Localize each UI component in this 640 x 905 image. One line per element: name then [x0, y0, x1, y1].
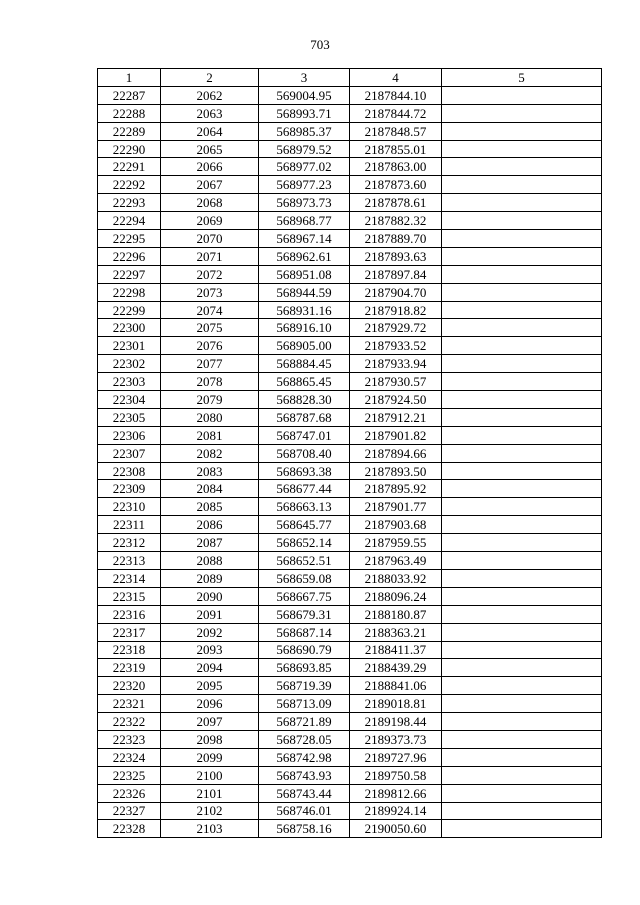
table-cell: 2188096.24 — [350, 587, 442, 605]
table-cell: 22298 — [98, 283, 161, 301]
table-row — [98, 534, 602, 552]
table-cell — [442, 391, 602, 409]
table-cell: 568916.10 — [259, 319, 350, 337]
table-cell: 22300 — [98, 319, 161, 337]
table-cell: 2188411.37 — [350, 641, 442, 659]
table-cell — [442, 569, 602, 587]
table-cell: 2187844.72 — [350, 104, 442, 122]
table-cell: 568967.14 — [259, 230, 350, 248]
table-cell: 22324 — [98, 748, 161, 766]
table-body — [98, 86, 602, 837]
table-cell: 2188841.06 — [350, 677, 442, 695]
table-cell: 2187844.10 — [350, 86, 442, 104]
table-row — [98, 212, 602, 230]
table-cell: 2072 — [161, 265, 259, 283]
table-row — [98, 802, 602, 820]
table-cell: 569004.95 — [259, 86, 350, 104]
table-cell: 2085 — [161, 498, 259, 516]
table-cell: 568962.61 — [259, 247, 350, 265]
table-cell — [442, 480, 602, 498]
table-cell: 2070 — [161, 230, 259, 248]
table-row — [98, 140, 602, 158]
table-cell: 2098 — [161, 730, 259, 748]
table-cell — [442, 247, 602, 265]
table-cell: 22295 — [98, 230, 161, 248]
table-row — [98, 480, 602, 498]
table-cell: 22313 — [98, 552, 161, 570]
table-cell: 2086 — [161, 516, 259, 534]
table-row — [98, 391, 602, 409]
coordinates-table — [97, 68, 602, 838]
table-cell: 2187904.70 — [350, 283, 442, 301]
table-cell — [442, 283, 602, 301]
table-cell — [442, 122, 602, 140]
table-cell: 22296 — [98, 247, 161, 265]
table-cell: 2187924.50 — [350, 391, 442, 409]
table-row — [98, 408, 602, 426]
table-cell — [442, 766, 602, 784]
table-cell: 22294 — [98, 212, 161, 230]
column-header: 4 — [350, 69, 442, 87]
table-cell: 2077 — [161, 355, 259, 373]
table-row — [98, 444, 602, 462]
table-cell — [442, 552, 602, 570]
table-cell: 2080 — [161, 408, 259, 426]
table-cell — [442, 659, 602, 677]
table-cell: 568828.30 — [259, 391, 350, 409]
table-row — [98, 337, 602, 355]
table-cell: 568677.44 — [259, 480, 350, 498]
table-cell: 568743.93 — [259, 766, 350, 784]
table-cell — [442, 104, 602, 122]
table-cell: 2096 — [161, 695, 259, 713]
table-cell: 22316 — [98, 605, 161, 623]
table-cell: 22302 — [98, 355, 161, 373]
table-row — [98, 176, 602, 194]
table-cell: 22299 — [98, 301, 161, 319]
table-cell: 2103 — [161, 820, 259, 838]
table-row — [98, 605, 602, 623]
table-cell: 2069 — [161, 212, 259, 230]
table-cell: 568663.13 — [259, 498, 350, 516]
table-cell: 2187918.82 — [350, 301, 442, 319]
table-cell: 2095 — [161, 677, 259, 695]
column-header: 2 — [161, 69, 259, 87]
table-cell: 2099 — [161, 748, 259, 766]
table-cell — [442, 462, 602, 480]
table-cell — [442, 498, 602, 516]
table-cell: 2097 — [161, 713, 259, 731]
table-cell: 2189198.44 — [350, 713, 442, 731]
table-cell: 2189750.58 — [350, 766, 442, 784]
table-cell: 22312 — [98, 534, 161, 552]
table-row — [98, 230, 602, 248]
table-cell: 568693.85 — [259, 659, 350, 677]
table-row — [98, 247, 602, 265]
table-cell: 22301 — [98, 337, 161, 355]
table-cell: 2187848.57 — [350, 122, 442, 140]
table-row — [98, 265, 602, 283]
table-cell: 2064 — [161, 122, 259, 140]
table-cell: 568728.05 — [259, 730, 350, 748]
table-cell — [442, 337, 602, 355]
table-cell: 22306 — [98, 426, 161, 444]
table-cell: 2187863.00 — [350, 158, 442, 176]
table-cell: 568708.40 — [259, 444, 350, 462]
table-cell: 568659.08 — [259, 569, 350, 587]
table-cell: 22290 — [98, 140, 161, 158]
table-cell: 22319 — [98, 659, 161, 677]
table-cell: 2091 — [161, 605, 259, 623]
table-row — [98, 194, 602, 212]
column-header: 5 — [442, 69, 602, 87]
table-cell: 568979.52 — [259, 140, 350, 158]
table-cell: 568905.00 — [259, 337, 350, 355]
table-cell: 22328 — [98, 820, 161, 838]
table-cell: 22327 — [98, 802, 161, 820]
table-cell: 22311 — [98, 516, 161, 534]
table-cell: 2187855.01 — [350, 140, 442, 158]
table-cell: 22305 — [98, 408, 161, 426]
table-cell: 2090 — [161, 587, 259, 605]
table-cell: 568865.45 — [259, 373, 350, 391]
table-cell: 568973.73 — [259, 194, 350, 212]
table-cell: 2187933.52 — [350, 337, 442, 355]
table-cell: 22320 — [98, 677, 161, 695]
table-cell: 568693.38 — [259, 462, 350, 480]
table-cell — [442, 820, 602, 838]
table-cell: 568713.09 — [259, 695, 350, 713]
table-row — [98, 86, 602, 104]
table-cell: 568652.14 — [259, 534, 350, 552]
table-cell: 2187889.70 — [350, 230, 442, 248]
table-cell: 2187878.61 — [350, 194, 442, 212]
table-cell: 2083 — [161, 462, 259, 480]
table-cell: 2188363.21 — [350, 623, 442, 641]
table-cell: 2084 — [161, 480, 259, 498]
table-cell: 22307 — [98, 444, 161, 462]
column-header: 1 — [98, 69, 161, 87]
table-cell: 22293 — [98, 194, 161, 212]
table-row — [98, 283, 602, 301]
table-cell: 568944.59 — [259, 283, 350, 301]
table-cell — [442, 373, 602, 391]
table-cell — [442, 516, 602, 534]
table-cell: 22308 — [98, 462, 161, 480]
table-cell: 2065 — [161, 140, 259, 158]
table-cell: 2101 — [161, 784, 259, 802]
table-cell: 2102 — [161, 802, 259, 820]
table-row — [98, 516, 602, 534]
table-row — [98, 355, 602, 373]
table-cell: 22297 — [98, 265, 161, 283]
table-cell: 2076 — [161, 337, 259, 355]
table-cell: 568645.77 — [259, 516, 350, 534]
table-row — [98, 784, 602, 802]
table-cell: 568977.23 — [259, 176, 350, 194]
table-cell — [442, 319, 602, 337]
table-cell — [442, 176, 602, 194]
table-cell: 22303 — [98, 373, 161, 391]
table-cell — [442, 641, 602, 659]
table-row — [98, 426, 602, 444]
table-cell: 568687.14 — [259, 623, 350, 641]
table-cell: 22287 — [98, 86, 161, 104]
table-cell — [442, 212, 602, 230]
table-cell — [442, 140, 602, 158]
table-row — [98, 158, 602, 176]
table-cell: 568993.71 — [259, 104, 350, 122]
table-cell: 2187895.92 — [350, 480, 442, 498]
table-cell: 22317 — [98, 623, 161, 641]
table-cell: 2189924.14 — [350, 802, 442, 820]
table-cell: 2187929.72 — [350, 319, 442, 337]
table-cell: 2074 — [161, 301, 259, 319]
table-cell: 2082 — [161, 444, 259, 462]
table-cell: 2188180.87 — [350, 605, 442, 623]
table-cell — [442, 623, 602, 641]
table-row — [98, 766, 602, 784]
table-cell: 22291 — [98, 158, 161, 176]
table-row — [98, 319, 602, 337]
table-cell — [442, 730, 602, 748]
table-cell: 2187959.55 — [350, 534, 442, 552]
table-cell: 568747.01 — [259, 426, 350, 444]
table-cell: 22309 — [98, 480, 161, 498]
table-header-row — [98, 69, 602, 87]
table-cell: 2188033.92 — [350, 569, 442, 587]
table-cell: 2187912.21 — [350, 408, 442, 426]
table-cell: 2187873.60 — [350, 176, 442, 194]
table-row — [98, 713, 602, 731]
column-header: 3 — [259, 69, 350, 87]
table-cell: 22325 — [98, 766, 161, 784]
table-cell: 22289 — [98, 122, 161, 140]
table-cell: 2087 — [161, 534, 259, 552]
table-cell — [442, 265, 602, 283]
table-cell — [442, 605, 602, 623]
table-cell: 2188439.29 — [350, 659, 442, 677]
table-cell: 2189727.96 — [350, 748, 442, 766]
table-cell: 2067 — [161, 176, 259, 194]
table-row — [98, 677, 602, 695]
table-cell: 2189018.81 — [350, 695, 442, 713]
table-cell: 568884.45 — [259, 355, 350, 373]
table-cell: 568787.68 — [259, 408, 350, 426]
table-row — [98, 820, 602, 838]
table-row — [98, 552, 602, 570]
table-cell — [442, 695, 602, 713]
table-cell: 2062 — [161, 86, 259, 104]
table-cell — [442, 426, 602, 444]
table-cell: 568951.08 — [259, 265, 350, 283]
table-cell: 22314 — [98, 569, 161, 587]
table-cell — [442, 158, 602, 176]
table-cell — [442, 784, 602, 802]
table-row — [98, 498, 602, 516]
table-row — [98, 695, 602, 713]
table-cell: 568743.44 — [259, 784, 350, 802]
table-cell — [442, 713, 602, 731]
table-cell: 2081 — [161, 426, 259, 444]
table-cell: 2088 — [161, 552, 259, 570]
table-cell: 568667.75 — [259, 587, 350, 605]
table-cell: 22326 — [98, 784, 161, 802]
table-cell: 2187933.94 — [350, 355, 442, 373]
table-cell: 2073 — [161, 283, 259, 301]
table-cell: 22318 — [98, 641, 161, 659]
table-cell: 568690.79 — [259, 641, 350, 659]
table-row — [98, 623, 602, 641]
table-cell: 22292 — [98, 176, 161, 194]
page-number: 703 — [310, 37, 330, 52]
table-cell — [442, 677, 602, 695]
table-cell: 568679.31 — [259, 605, 350, 623]
table-cell — [442, 534, 602, 552]
table-cell: 22310 — [98, 498, 161, 516]
table-row — [98, 104, 602, 122]
table-cell: 2078 — [161, 373, 259, 391]
table-cell: 568985.37 — [259, 122, 350, 140]
table-cell — [442, 587, 602, 605]
table-cell: 22288 — [98, 104, 161, 122]
table-cell: 2187903.68 — [350, 516, 442, 534]
table-cell: 568977.02 — [259, 158, 350, 176]
table-row — [98, 641, 602, 659]
table-cell: 568719.39 — [259, 677, 350, 695]
table-cell: 2075 — [161, 319, 259, 337]
table-row — [98, 587, 602, 605]
table-cell — [442, 748, 602, 766]
table-cell: 2187894.66 — [350, 444, 442, 462]
table-cell — [442, 301, 602, 319]
table-cell — [442, 444, 602, 462]
table-cell: 568652.51 — [259, 552, 350, 570]
table-cell — [442, 230, 602, 248]
table-row — [98, 748, 602, 766]
table-cell: 22315 — [98, 587, 161, 605]
table-cell: 2094 — [161, 659, 259, 677]
table-cell — [442, 355, 602, 373]
table-cell: 2063 — [161, 104, 259, 122]
table-cell: 22321 — [98, 695, 161, 713]
table-cell: 2092 — [161, 623, 259, 641]
table-row — [98, 373, 602, 391]
table-cell: 2189812.66 — [350, 784, 442, 802]
table-cell — [442, 802, 602, 820]
table-cell: 2190050.60 — [350, 820, 442, 838]
table-cell: 2068 — [161, 194, 259, 212]
table-cell: 2066 — [161, 158, 259, 176]
table-cell: 568721.89 — [259, 713, 350, 731]
table-cell: 568742.98 — [259, 748, 350, 766]
table-cell: 2187901.77 — [350, 498, 442, 516]
table-cell: 2187963.49 — [350, 552, 442, 570]
table-cell: 2089 — [161, 569, 259, 587]
table-cell: 22304 — [98, 391, 161, 409]
table-cell: 568758.16 — [259, 820, 350, 838]
table-row — [98, 122, 602, 140]
table-cell — [442, 86, 602, 104]
table-cell: 2079 — [161, 391, 259, 409]
table-cell: 2187893.50 — [350, 462, 442, 480]
table-row — [98, 659, 602, 677]
table-cell: 22322 — [98, 713, 161, 731]
table-row — [98, 730, 602, 748]
table-row — [98, 301, 602, 319]
table-cell: 2187893.63 — [350, 247, 442, 265]
table-cell: 568968.77 — [259, 212, 350, 230]
table-cell: 2071 — [161, 247, 259, 265]
table-cell: 2187930.57 — [350, 373, 442, 391]
table-cell — [442, 408, 602, 426]
table-cell: 2093 — [161, 641, 259, 659]
table-row — [98, 462, 602, 480]
table-cell — [442, 194, 602, 212]
table-cell: 2187897.84 — [350, 265, 442, 283]
table-cell: 2187901.82 — [350, 426, 442, 444]
table-cell: 2100 — [161, 766, 259, 784]
table-cell: 2187882.32 — [350, 212, 442, 230]
table-cell: 568931.16 — [259, 301, 350, 319]
table-cell: 22323 — [98, 730, 161, 748]
table-cell: 568746.01 — [259, 802, 350, 820]
table-row — [98, 569, 602, 587]
table-cell: 2189373.73 — [350, 730, 442, 748]
